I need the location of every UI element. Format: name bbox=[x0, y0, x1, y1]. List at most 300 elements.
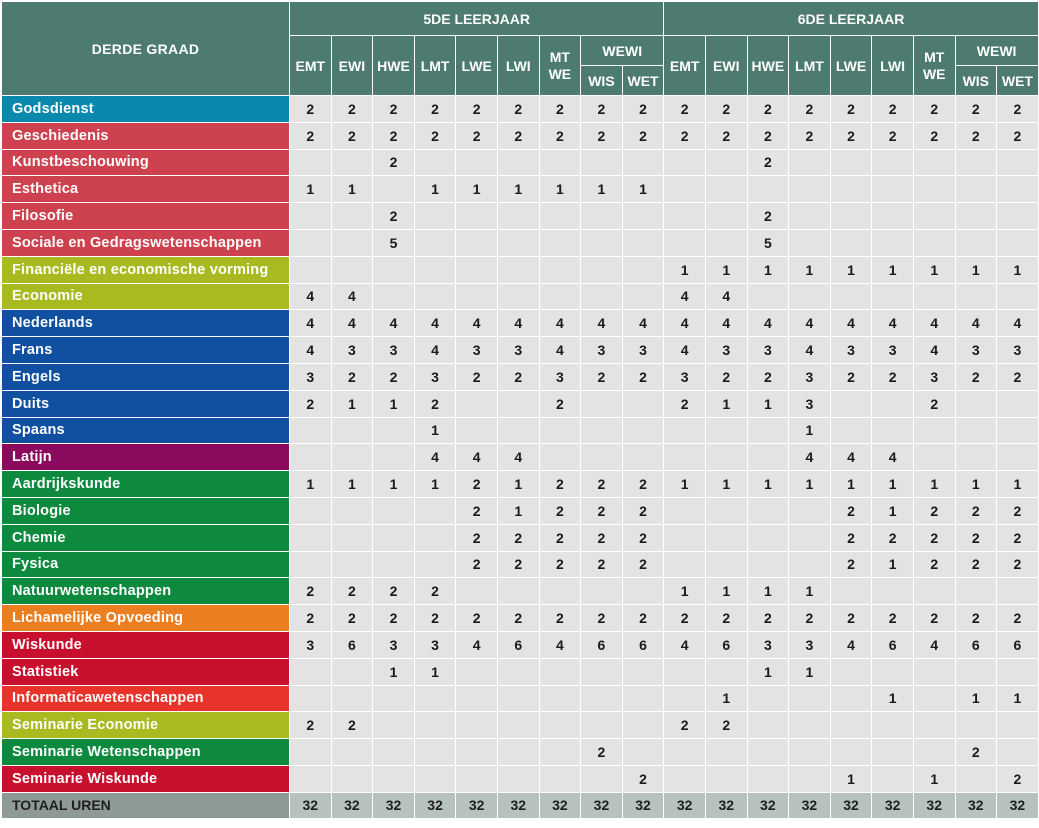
subject-label: Duits bbox=[2, 390, 290, 417]
hours-cell: 2 bbox=[331, 712, 373, 739]
table-row bbox=[2, 605, 1039, 632]
hours-cell bbox=[622, 203, 664, 230]
hours-cell: 4 bbox=[664, 631, 706, 658]
hours-cell: 2 bbox=[913, 122, 955, 149]
table-row bbox=[2, 149, 1039, 176]
hours-cell bbox=[373, 176, 415, 203]
hours-cell: 3 bbox=[497, 337, 539, 364]
hours-cell bbox=[373, 417, 415, 444]
hours-cell: 1 bbox=[830, 765, 872, 792]
hours-cell: 2 bbox=[539, 122, 581, 149]
column-header-y5-lwe: LWE bbox=[456, 36, 498, 96]
hours-cell bbox=[747, 712, 789, 739]
hours-cell: 4 bbox=[414, 444, 456, 471]
hours-cell: 6 bbox=[705, 631, 747, 658]
hours-cell: 3 bbox=[581, 337, 623, 364]
table-title: DERDE GRAAD bbox=[2, 2, 290, 96]
hours-cell: 1 bbox=[789, 256, 831, 283]
hours-cell: 2 bbox=[414, 96, 456, 123]
hours-cell bbox=[664, 229, 706, 256]
hours-cell bbox=[456, 765, 498, 792]
hours-cell: 6 bbox=[331, 631, 373, 658]
hours-cell bbox=[705, 658, 747, 685]
hours-cell bbox=[497, 203, 539, 230]
hours-cell bbox=[331, 256, 373, 283]
hours-cell bbox=[331, 685, 373, 712]
hours-cell bbox=[872, 712, 914, 739]
hours-cell: 2 bbox=[705, 712, 747, 739]
hours-cell: 2 bbox=[581, 471, 623, 498]
hours-cell: 2 bbox=[497, 524, 539, 551]
hours-cell bbox=[955, 283, 997, 310]
hours-cell: 3 bbox=[830, 337, 872, 364]
hours-cell: 4 bbox=[497, 444, 539, 471]
hours-cell: 1 bbox=[789, 578, 831, 605]
subject-label: Wiskunde bbox=[2, 631, 290, 658]
hours-cell bbox=[664, 685, 706, 712]
table-row bbox=[2, 310, 1039, 337]
hours-cell bbox=[331, 765, 373, 792]
hours-cell bbox=[997, 578, 1039, 605]
hours-cell: 2 bbox=[622, 497, 664, 524]
hours-cell: 6 bbox=[872, 631, 914, 658]
hours-cell bbox=[830, 658, 872, 685]
hours-cell bbox=[747, 524, 789, 551]
hours-cell: 3 bbox=[747, 337, 789, 364]
hours-cell bbox=[290, 765, 332, 792]
hours-cell bbox=[373, 551, 415, 578]
hours-cell bbox=[747, 739, 789, 766]
hours-cell: 2 bbox=[705, 363, 747, 390]
hours-cell bbox=[497, 685, 539, 712]
hours-cell: 5 bbox=[373, 229, 415, 256]
hours-cell: 4 bbox=[456, 631, 498, 658]
hours-cell bbox=[664, 524, 706, 551]
hours-cell: 2 bbox=[581, 363, 623, 390]
hours-cell: 4 bbox=[830, 631, 872, 658]
hours-cell bbox=[664, 176, 706, 203]
hours-cell: 2 bbox=[331, 578, 373, 605]
hours-cell: 2 bbox=[622, 363, 664, 390]
hours-cell bbox=[414, 739, 456, 766]
hours-cell: 2 bbox=[913, 497, 955, 524]
total-cell: 32 bbox=[539, 792, 581, 818]
hours-cell: 2 bbox=[581, 551, 623, 578]
hours-cell bbox=[456, 149, 498, 176]
hours-cell: 3 bbox=[705, 337, 747, 364]
hours-cell: 4 bbox=[622, 310, 664, 337]
subject-label: Geschiedenis bbox=[2, 122, 290, 149]
hours-cell bbox=[872, 390, 914, 417]
hours-cell: 1 bbox=[872, 497, 914, 524]
hours-cell bbox=[872, 658, 914, 685]
table-row bbox=[2, 631, 1039, 658]
hours-cell: 2 bbox=[664, 712, 706, 739]
hours-cell bbox=[581, 256, 623, 283]
hours-cell: 4 bbox=[373, 310, 415, 337]
hours-cell: 2 bbox=[497, 363, 539, 390]
hours-cell bbox=[913, 712, 955, 739]
hours-cell: 6 bbox=[955, 631, 997, 658]
hours-cell bbox=[581, 229, 623, 256]
hours-cell bbox=[830, 578, 872, 605]
hours-cell: 2 bbox=[622, 551, 664, 578]
hours-cell: 1 bbox=[913, 471, 955, 498]
hours-cell: 1 bbox=[414, 176, 456, 203]
column-header-y5-wis: WIS bbox=[581, 66, 623, 96]
hours-cell bbox=[872, 283, 914, 310]
hours-cell bbox=[913, 149, 955, 176]
year-6-header: 6DE LEERJAAR bbox=[664, 2, 1038, 36]
hours-cell: 2 bbox=[414, 605, 456, 632]
hours-cell: 2 bbox=[705, 96, 747, 123]
hours-cell bbox=[664, 551, 706, 578]
table-row bbox=[2, 283, 1039, 310]
hours-cell bbox=[997, 283, 1039, 310]
hours-cell bbox=[705, 417, 747, 444]
hours-cell bbox=[497, 256, 539, 283]
hours-cell bbox=[331, 444, 373, 471]
hours-cell bbox=[539, 256, 581, 283]
hours-cell bbox=[497, 739, 539, 766]
hours-cell bbox=[747, 176, 789, 203]
hours-cell: 2 bbox=[830, 524, 872, 551]
subject-label: Biologie bbox=[2, 497, 290, 524]
hours-cell bbox=[705, 551, 747, 578]
hours-cell: 4 bbox=[331, 283, 373, 310]
hours-cell: 1 bbox=[705, 471, 747, 498]
hours-cell bbox=[664, 739, 706, 766]
hours-cell bbox=[581, 203, 623, 230]
hours-cell: 2 bbox=[456, 363, 498, 390]
hours-cell: 2 bbox=[581, 605, 623, 632]
table-header bbox=[2, 2, 1039, 96]
hours-cell: 1 bbox=[331, 390, 373, 417]
hours-cell: 2 bbox=[622, 96, 664, 123]
hours-cell bbox=[997, 658, 1039, 685]
hours-cell bbox=[955, 176, 997, 203]
hours-cell bbox=[290, 444, 332, 471]
hours-cell: 2 bbox=[955, 497, 997, 524]
hours-cell bbox=[331, 524, 373, 551]
hours-cell: 1 bbox=[581, 176, 623, 203]
hours-cell: 2 bbox=[622, 524, 664, 551]
hours-cell: 3 bbox=[290, 363, 332, 390]
hours-cell bbox=[622, 444, 664, 471]
hours-cell bbox=[331, 417, 373, 444]
hours-cell: 2 bbox=[997, 497, 1039, 524]
hours-cell: 1 bbox=[290, 471, 332, 498]
hours-cell bbox=[789, 524, 831, 551]
hours-cell bbox=[747, 685, 789, 712]
hours-cell: 2 bbox=[331, 605, 373, 632]
hours-cell: 2 bbox=[830, 363, 872, 390]
hours-cell bbox=[539, 685, 581, 712]
hours-cell bbox=[622, 417, 664, 444]
hours-cell: 1 bbox=[373, 390, 415, 417]
hours-cell bbox=[705, 176, 747, 203]
hours-cell bbox=[373, 444, 415, 471]
hours-cell: 6 bbox=[997, 631, 1039, 658]
hours-cell bbox=[373, 739, 415, 766]
hours-cell: 3 bbox=[290, 631, 332, 658]
hours-cell bbox=[331, 551, 373, 578]
hours-cell: 2 bbox=[539, 96, 581, 123]
hours-cell: 3 bbox=[373, 337, 415, 364]
hours-cell bbox=[539, 229, 581, 256]
hours-cell bbox=[997, 176, 1039, 203]
hours-cell: 3 bbox=[789, 631, 831, 658]
hours-cell: 2 bbox=[622, 765, 664, 792]
hours-cell bbox=[539, 283, 581, 310]
hours-cell bbox=[373, 685, 415, 712]
hours-cell bbox=[872, 765, 914, 792]
table-row bbox=[2, 551, 1039, 578]
hours-cell: 2 bbox=[539, 471, 581, 498]
hours-cell bbox=[581, 149, 623, 176]
hours-cell: 1 bbox=[373, 471, 415, 498]
hours-cell bbox=[497, 658, 539, 685]
column-header-y6-ewi: EWI bbox=[705, 36, 747, 96]
hours-cell: 1 bbox=[290, 176, 332, 203]
hours-cell bbox=[997, 229, 1039, 256]
hours-cell bbox=[997, 203, 1039, 230]
hours-cell: 3 bbox=[872, 337, 914, 364]
hours-cell: 4 bbox=[830, 310, 872, 337]
hours-cell: 2 bbox=[497, 551, 539, 578]
hours-cell bbox=[913, 658, 955, 685]
table-row bbox=[2, 176, 1039, 203]
hours-cell bbox=[705, 444, 747, 471]
table-row bbox=[2, 390, 1039, 417]
hours-cell: 1 bbox=[747, 658, 789, 685]
hours-cell bbox=[539, 578, 581, 605]
hours-cell: 2 bbox=[539, 524, 581, 551]
hours-cell: 1 bbox=[414, 417, 456, 444]
total-cell: 32 bbox=[997, 792, 1039, 818]
hours-cell bbox=[622, 658, 664, 685]
hours-cell: 2 bbox=[290, 390, 332, 417]
hours-cell: 4 bbox=[290, 310, 332, 337]
hours-cell: 1 bbox=[456, 176, 498, 203]
hours-cell bbox=[747, 444, 789, 471]
hours-cell bbox=[414, 765, 456, 792]
hours-cell: 3 bbox=[789, 390, 831, 417]
hours-cell: 4 bbox=[290, 337, 332, 364]
hours-cell bbox=[622, 739, 664, 766]
hours-cell bbox=[497, 765, 539, 792]
hours-cell: 3 bbox=[789, 363, 831, 390]
hours-cell bbox=[622, 712, 664, 739]
hours-cell bbox=[830, 149, 872, 176]
hours-cell: 6 bbox=[581, 631, 623, 658]
hours-cell bbox=[747, 765, 789, 792]
table-row bbox=[2, 122, 1039, 149]
hours-cell: 2 bbox=[872, 96, 914, 123]
hours-cell: 2 bbox=[913, 605, 955, 632]
hours-cell: 6 bbox=[622, 631, 664, 658]
hours-cell: 3 bbox=[664, 363, 706, 390]
total-cell: 32 bbox=[497, 792, 539, 818]
hours-cell bbox=[872, 149, 914, 176]
hours-cell: 2 bbox=[997, 96, 1039, 123]
hours-cell: 1 bbox=[705, 256, 747, 283]
hours-cell: 2 bbox=[872, 122, 914, 149]
hours-cell bbox=[830, 203, 872, 230]
hours-cell bbox=[622, 390, 664, 417]
subject-label: Lichamelijke Opvoeding bbox=[2, 605, 290, 632]
column-header-y5-hwe: HWE bbox=[373, 36, 415, 96]
hours-cell bbox=[290, 739, 332, 766]
hours-cell: 1 bbox=[913, 256, 955, 283]
hours-cell bbox=[664, 149, 706, 176]
table-row bbox=[2, 739, 1039, 766]
hours-cell: 2 bbox=[414, 390, 456, 417]
hours-cell: 3 bbox=[414, 363, 456, 390]
year-5-header: 5DE LEERJAAR bbox=[290, 2, 664, 36]
hours-cell bbox=[414, 203, 456, 230]
hours-cell bbox=[789, 551, 831, 578]
hours-cell bbox=[955, 229, 997, 256]
table-row bbox=[2, 203, 1039, 230]
hours-cell: 1 bbox=[747, 578, 789, 605]
hours-cell bbox=[373, 712, 415, 739]
hours-cell bbox=[955, 390, 997, 417]
hours-cell: 1 bbox=[872, 256, 914, 283]
subject-label: Aardrijkskunde bbox=[2, 471, 290, 498]
hours-cell: 1 bbox=[872, 551, 914, 578]
hours-cell: 2 bbox=[872, 524, 914, 551]
hours-cell bbox=[331, 658, 373, 685]
hours-cell: 2 bbox=[705, 122, 747, 149]
hours-cell bbox=[581, 444, 623, 471]
subject-label: Frans bbox=[2, 337, 290, 364]
hours-cell bbox=[664, 765, 706, 792]
hours-cell: 1 bbox=[789, 417, 831, 444]
hours-cell: 1 bbox=[913, 765, 955, 792]
hours-cell bbox=[456, 256, 498, 283]
column-header-y5-lmt: LMT bbox=[414, 36, 456, 96]
hours-cell bbox=[414, 685, 456, 712]
hours-cell bbox=[830, 712, 872, 739]
hours-cell bbox=[331, 497, 373, 524]
hours-cell bbox=[581, 578, 623, 605]
hours-cell bbox=[456, 658, 498, 685]
hours-cell: 2 bbox=[581, 524, 623, 551]
hours-cell bbox=[497, 417, 539, 444]
hours-cell: 1 bbox=[997, 256, 1039, 283]
table-row bbox=[2, 578, 1039, 605]
subject-label: Filosofie bbox=[2, 203, 290, 230]
hours-cell: 6 bbox=[497, 631, 539, 658]
hours-cell bbox=[830, 685, 872, 712]
hours-cell: 2 bbox=[747, 122, 789, 149]
subject-label: Financiële en economische vorming bbox=[2, 256, 290, 283]
hours-cell bbox=[622, 283, 664, 310]
hours-cell: 2 bbox=[414, 578, 456, 605]
table-row bbox=[2, 712, 1039, 739]
hours-cell bbox=[872, 739, 914, 766]
subject-label: Statistiek bbox=[2, 658, 290, 685]
hours-cell: 2 bbox=[373, 363, 415, 390]
hours-cell bbox=[789, 765, 831, 792]
table-row bbox=[2, 497, 1039, 524]
hours-cell bbox=[705, 203, 747, 230]
hours-cell: 3 bbox=[414, 631, 456, 658]
total-cell: 32 bbox=[414, 792, 456, 818]
hours-cell bbox=[664, 444, 706, 471]
subject-label: Seminarie Economie bbox=[2, 712, 290, 739]
hours-cell bbox=[955, 765, 997, 792]
column-header-y5-wet: WET bbox=[622, 66, 664, 96]
total-cell: 32 bbox=[955, 792, 997, 818]
hours-cell: 4 bbox=[664, 337, 706, 364]
total-cell: 32 bbox=[789, 792, 831, 818]
hours-cell: 2 bbox=[997, 605, 1039, 632]
hours-cell: 2 bbox=[955, 605, 997, 632]
hours-cell bbox=[705, 765, 747, 792]
hours-cell bbox=[497, 578, 539, 605]
hours-cell bbox=[705, 149, 747, 176]
hours-cell: 4 bbox=[414, 337, 456, 364]
hours-cell bbox=[414, 256, 456, 283]
hours-cell: 2 bbox=[830, 122, 872, 149]
hours-cell: 1 bbox=[747, 390, 789, 417]
hours-cell: 2 bbox=[539, 605, 581, 632]
hours-cell: 1 bbox=[414, 658, 456, 685]
hours-cell bbox=[872, 176, 914, 203]
hours-cell bbox=[955, 417, 997, 444]
hours-cell bbox=[539, 149, 581, 176]
hours-cell bbox=[622, 578, 664, 605]
subject-label: Kunstbeschouwing bbox=[2, 149, 290, 176]
hours-cell: 2 bbox=[373, 96, 415, 123]
hours-cell: 1 bbox=[664, 578, 706, 605]
hours-cell bbox=[414, 524, 456, 551]
hours-cell bbox=[581, 390, 623, 417]
table-row bbox=[2, 256, 1039, 283]
hours-cell bbox=[997, 417, 1039, 444]
hours-cell: 1 bbox=[872, 471, 914, 498]
hours-cell bbox=[789, 712, 831, 739]
hours-cell: 1 bbox=[747, 256, 789, 283]
hours-cell: 1 bbox=[331, 176, 373, 203]
column-header-y5-ewi: EWI bbox=[331, 36, 373, 96]
hours-cell bbox=[497, 229, 539, 256]
hours-cell bbox=[955, 578, 997, 605]
hours-cell: 2 bbox=[913, 524, 955, 551]
hours-cell: 2 bbox=[664, 605, 706, 632]
hours-cell: 2 bbox=[872, 363, 914, 390]
hours-cell: 1 bbox=[830, 471, 872, 498]
table-row bbox=[2, 417, 1039, 444]
hours-cell bbox=[539, 417, 581, 444]
hours-cell bbox=[414, 229, 456, 256]
hours-cell: 4 bbox=[497, 310, 539, 337]
hours-cell: 2 bbox=[789, 605, 831, 632]
hours-cell: 4 bbox=[789, 337, 831, 364]
total-cell: 32 bbox=[456, 792, 498, 818]
hours-cell: 1 bbox=[789, 471, 831, 498]
hours-cell: 3 bbox=[997, 337, 1039, 364]
subject-label: Latijn bbox=[2, 444, 290, 471]
hours-cell: 2 bbox=[955, 363, 997, 390]
hours-cell: 2 bbox=[539, 551, 581, 578]
hours-cell: 2 bbox=[581, 122, 623, 149]
hours-cell: 2 bbox=[539, 390, 581, 417]
hours-cell bbox=[373, 497, 415, 524]
subject-label: Fysica bbox=[2, 551, 290, 578]
